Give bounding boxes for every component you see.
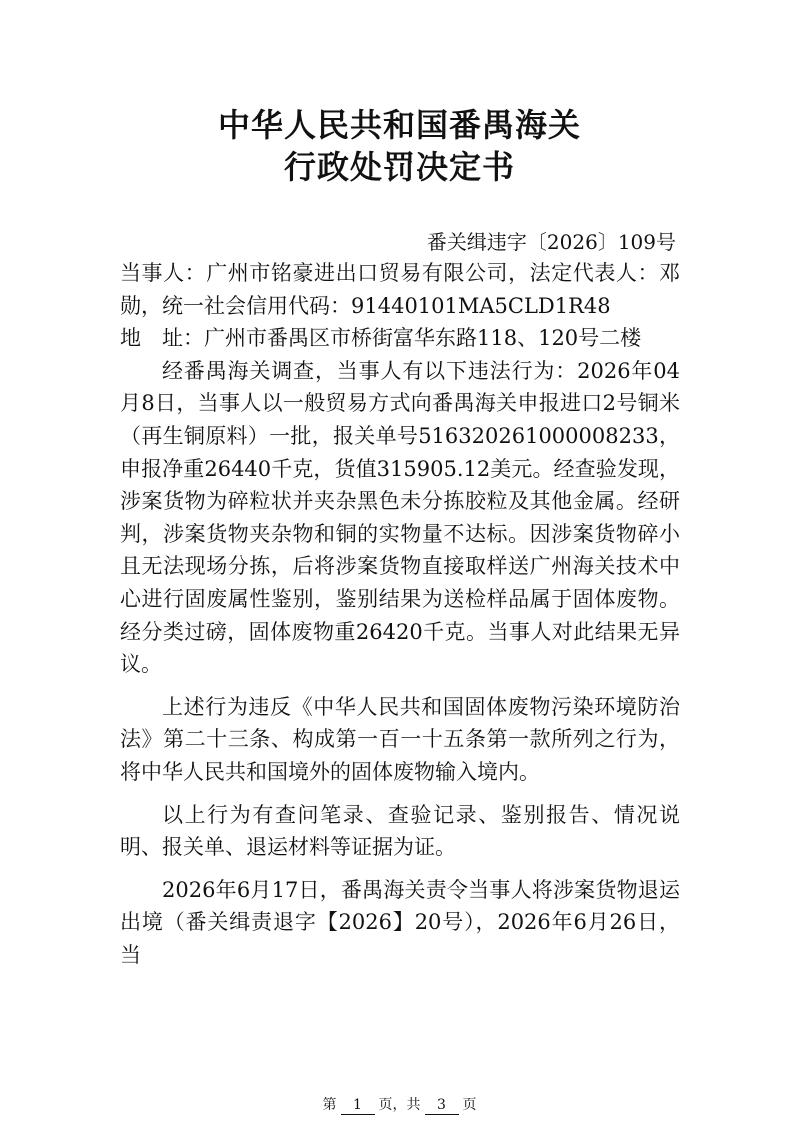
paragraph-legal-basis: 上述行为违反《中华人民共和国固体废物污染环境防治法》第二十三条、构成第一百一十五条第一款所列之行为，将中华人民共和国境外的固体废物输入境内。 (120, 694, 680, 784)
party-address (120, 322, 680, 355)
footer-suffix: 页 (462, 1097, 477, 1113)
document-body (120, 257, 680, 971)
current-page-number: 1 (341, 1096, 375, 1115)
paragraph-violation-facts: 经番禺海关调查，当事人有以下违法行为：2026年04月8日，当事人以一般贸易方式向番禺海关申报进口2号铜米（再生铜原料）一批，报关单号516320261000008233，申报净重26440千克，货值315905.12美元。经查验发现，涉案货物为碎粒状并夹杂黑色未分拣胶粒及其他金属。经研判，涉案货物夹杂物和铜的实物量不达标。因涉案货物碎小且无法现场分拣，后将涉案货物直接取样送广州海关技术中心进行固废属性鉴别，鉴别结果为送检样品属于固体废物。经分类过磅，固体废物重26420千克。当事人对此结果无异议。 (120, 358, 680, 677)
total-page-number: 3 (425, 1096, 459, 1115)
footer-prefix: 第 (322, 1097, 337, 1113)
document-title-line2: 行政处罚决定书 (283, 148, 515, 186)
page-footer (0, 1096, 799, 1115)
footer-middle: 页，共 (378, 1097, 421, 1113)
address-value: 广州市番禺区市桥街富华东路118、120号二楼 (204, 326, 642, 351)
document-title-line1: 中华人民共和国番禺海关 (217, 106, 581, 144)
paragraph-evidence: 以上行为有查问笔录、查验记录、鉴别报告、情况说明、报关单、退运材料等证据为证。 (120, 802, 680, 860)
address-label: 地 址： (120, 326, 204, 351)
paragraph-return-order: 2026年6月17日，番禺海关责令当事人将涉案货物退运出境（番关缉责退字【2026】20号），2026年6月26日，当 (120, 877, 680, 967)
document-number: 番关缉违字〔2026〕109号 (426, 230, 676, 254)
party-info: 当事人：广州市铭豪进出口贸易有限公司，法定代表人：邓勋，统一社会信用代码：91440101MA5CLD1R48 (120, 261, 680, 318)
